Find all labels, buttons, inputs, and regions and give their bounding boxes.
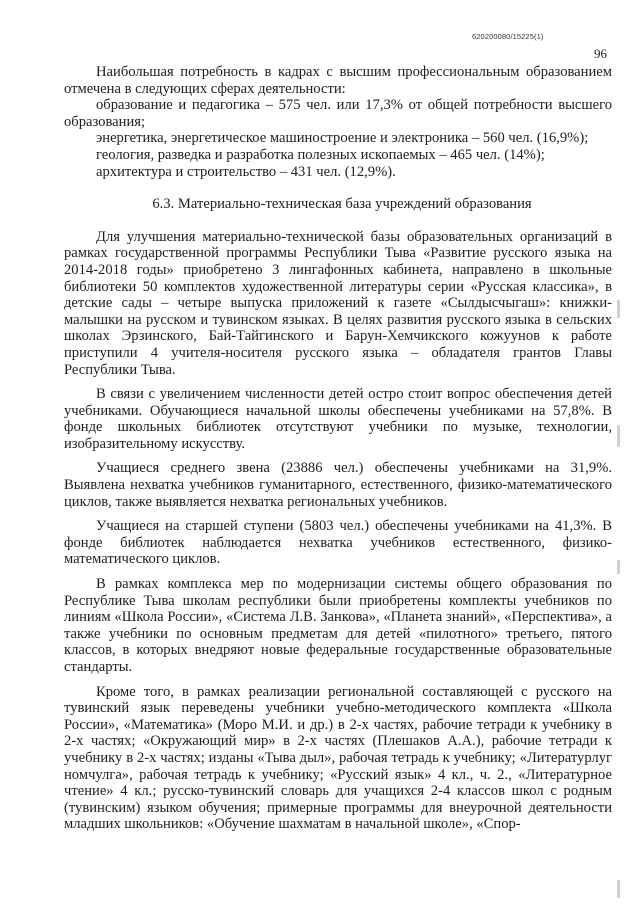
scan-edge-mark <box>617 425 620 447</box>
list-item-architecture: архитектура и строительство – 431 чел. (12,9%). <box>96 163 396 180</box>
document-id: 620200080/15225(1) <box>472 32 544 41</box>
paragraph-middle-textbooks: Учащиеся среднего звена (23886 чел.) обеспечены учебниками на 31,9%. Выявлена нехватка учебников гуманитарного, естественного, физико-математического циклов, также выявляется нехватка региональных учебников. <box>64 460 612 510</box>
scan-edge-mark <box>617 880 620 898</box>
intro-paragraph: Наибольшая потребность в кадрах с высшим профессиональным образованием отмечена в следующих сферах деятельности: <box>64 64 612 97</box>
list-item-geology: геология, разведка и разработка полезных ископаемых – 465 чел. (14%); <box>96 146 545 163</box>
paragraph-senior-textbooks: Учащиеся на старшей ступени (5803 чел.) обеспечены учебниками на 41,3%. В фонде библиотек наблюдается нехватка учебников естественного, физико-математического циклов. <box>64 518 612 568</box>
page-number: 96 <box>594 46 607 61</box>
scan-edge-mark <box>617 300 620 318</box>
paragraph-material-base: Для улучшения материально-технической базы образовательных организаций в рамках государственной программы Республики Тыва «Развитие русского языка на 2014-2018 годы» приобретено 3 лингафонных кабинета, направлено в школьные библиотеки 50 комплектов художественной литературы серии «Русская классика», в детские сады – четыре выпуска приложений к газете «Сылдысчыгаш»: книжки-малышки на русском и тувинском языках. В целях развития русского языка в сельских школах Эрзинского, Бай-Тайгинского и Барун-Хемчикского кожуунов к работе приступили 4 учителя-носителя русского языка – обладателя грантов Главы Республики Тыва. <box>64 228 612 378</box>
page-body <box>64 64 612 833</box>
list-item-education: образование и педагогика – 575 чел. или 17,3% от общей потребности высшего образования; <box>64 97 612 130</box>
paragraph-modernization: В рамках комплекса мер по модернизации системы общего образования по Республике Тыва школам республики были приобретены комплекты учебников по линиям «Школа России», «Система Л.В. Занкова», «Планета знаний», «Перспектива», а также учебники по основным предметам для детей «пилотного» третьего, пятого классов, в которых внедряют новые федеральные государственные образовательные стандарты. <box>64 576 612 675</box>
scan-edge-mark <box>617 560 620 574</box>
paragraph-translation: Кроме того, в рамках реализации региональной составляющей с русского на тувинский язык переведены учебники учебно-методического комплекта «Школа России», «Математика» (Моро М.И. и др.) в 2-х частях, рабочие тетради к учебнику в 2-х частях; «Окружающий мир» в 2-х частях (Плешаков А.А.), рабочие тетради к учебнику в 2-х частях; изданы «Тыва дыл», рабочая тетрадь к учебнику; «Литературлуг номчулга», рабочая тетрадь к учебнику; «Русский язык» 4 кл., ч. 2., «Литературное чтение» 4 кл.; русско-тувинский словарь для учащихся 2-4 классов школ с родным (тувинским) языком обучения; примерные программы для внеурочной деятельности младших школьников: «Обучение шахматам в начальной школе», «Спор- <box>64 683 612 833</box>
paragraph-primary-textbooks: В связи с увеличением численности детей остро стоит вопрос обеспечения детей учебниками. Обучающиеся начальной школы обеспечены учебниками на 57,8%. В фонде школьных библиотек отсутствуют учебники по музыке, технологии, изобразительному искусству. <box>64 386 612 452</box>
section-heading: 6.3. Материально-техническая база учреждений образования <box>152 196 532 213</box>
list-item-energy: энергетика, энергетическое машиностроение и электроника – 560 чел. (16,9%); <box>96 130 589 147</box>
